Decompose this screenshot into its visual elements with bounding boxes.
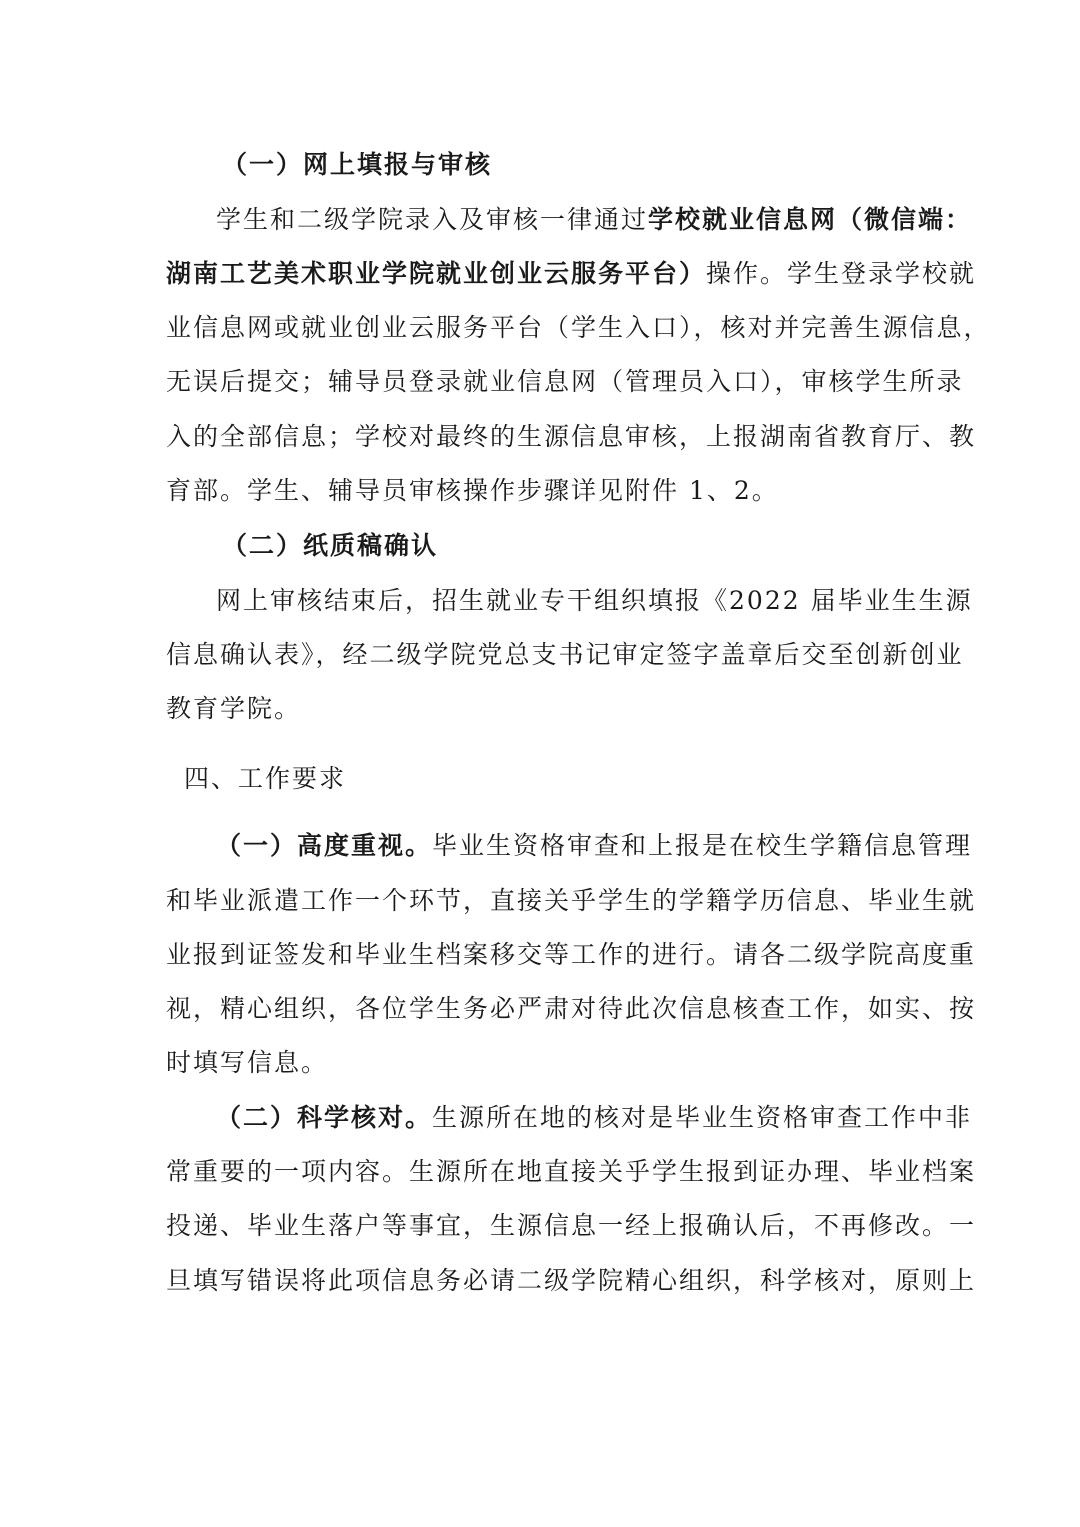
section-heading-online: （一）网上填报与审核 <box>222 150 493 179</box>
part-four-heading: 四、工作要求 <box>184 764 347 793</box>
paragraph-line: 视，精心组织，各位学生务必严肃对待此次信息核查工作，如实、按 <box>166 994 977 1023</box>
paragraph-line: 教育学院。 <box>166 694 302 723</box>
section-heading-paper: （二）纸质稿确认 <box>222 531 439 560</box>
paragraph-line: （二）科学核对。生源所在地的核对是毕业生资格审查工作中非 <box>216 1103 973 1132</box>
item-title-importance: （一）高度重视。 <box>216 831 433 860</box>
paragraph-line: 育部。学生、辅导员审核操作步骤详见附件 1、2。 <box>166 476 779 505</box>
paragraph-line: 入的全部信息；学校对最终的生源信息审核，上报湖南省教育厅、教 <box>166 422 977 451</box>
paragraph-line: 业报到证签发和毕业生档案移交等工作的进行。请各二级学院高度重 <box>166 940 977 969</box>
paragraph-line: 信息确认表》，经二级学院党总支书记审定签字盖章后交至创新创业 <box>166 640 964 669</box>
paragraph-line: 湖南工艺美术职业学院就业创业云服务平台）操作。学生登录学校就 <box>166 259 977 288</box>
paragraph-line: 网上审核结束后，招生就业专干组织填报《2022 届毕业生生源 <box>216 586 973 615</box>
paragraph-line: 学生和二级学院录入及审核一律通过学校就业信息网（微信端： <box>216 205 973 234</box>
paragraph-line: 时填写信息。 <box>166 1048 329 1077</box>
paragraph-line: 投递、毕业生落户等事宜，生源信息一经上报确认后，不再修改。一 <box>166 1211 977 1240</box>
paragraph-line: 旦填写错误将此项信息务必请二级学院精心组织，科学核对，原则上 <box>166 1266 977 1295</box>
paragraph-line: （一）高度重视。毕业生资格审查和上报是在校生学籍信息管理 <box>216 831 973 860</box>
paragraph-line: 常重要的一项内容。生源所在地直接关乎学生报到证办理、毕业档案 <box>166 1157 977 1186</box>
paragraph-line: 和毕业派遣工作一个环节，直接关乎学生的学籍学历信息、毕业生就 <box>166 886 977 915</box>
paragraph-line: 无误后提交；辅导员登录就业信息网（管理员入口），审核学生所录 <box>166 367 964 396</box>
paragraph-line: 业信息网或就业创业云服务平台（学生入口），核对并完善生源信息， <box>166 313 991 342</box>
item-title-verification: （二）科学核对。 <box>216 1103 433 1132</box>
